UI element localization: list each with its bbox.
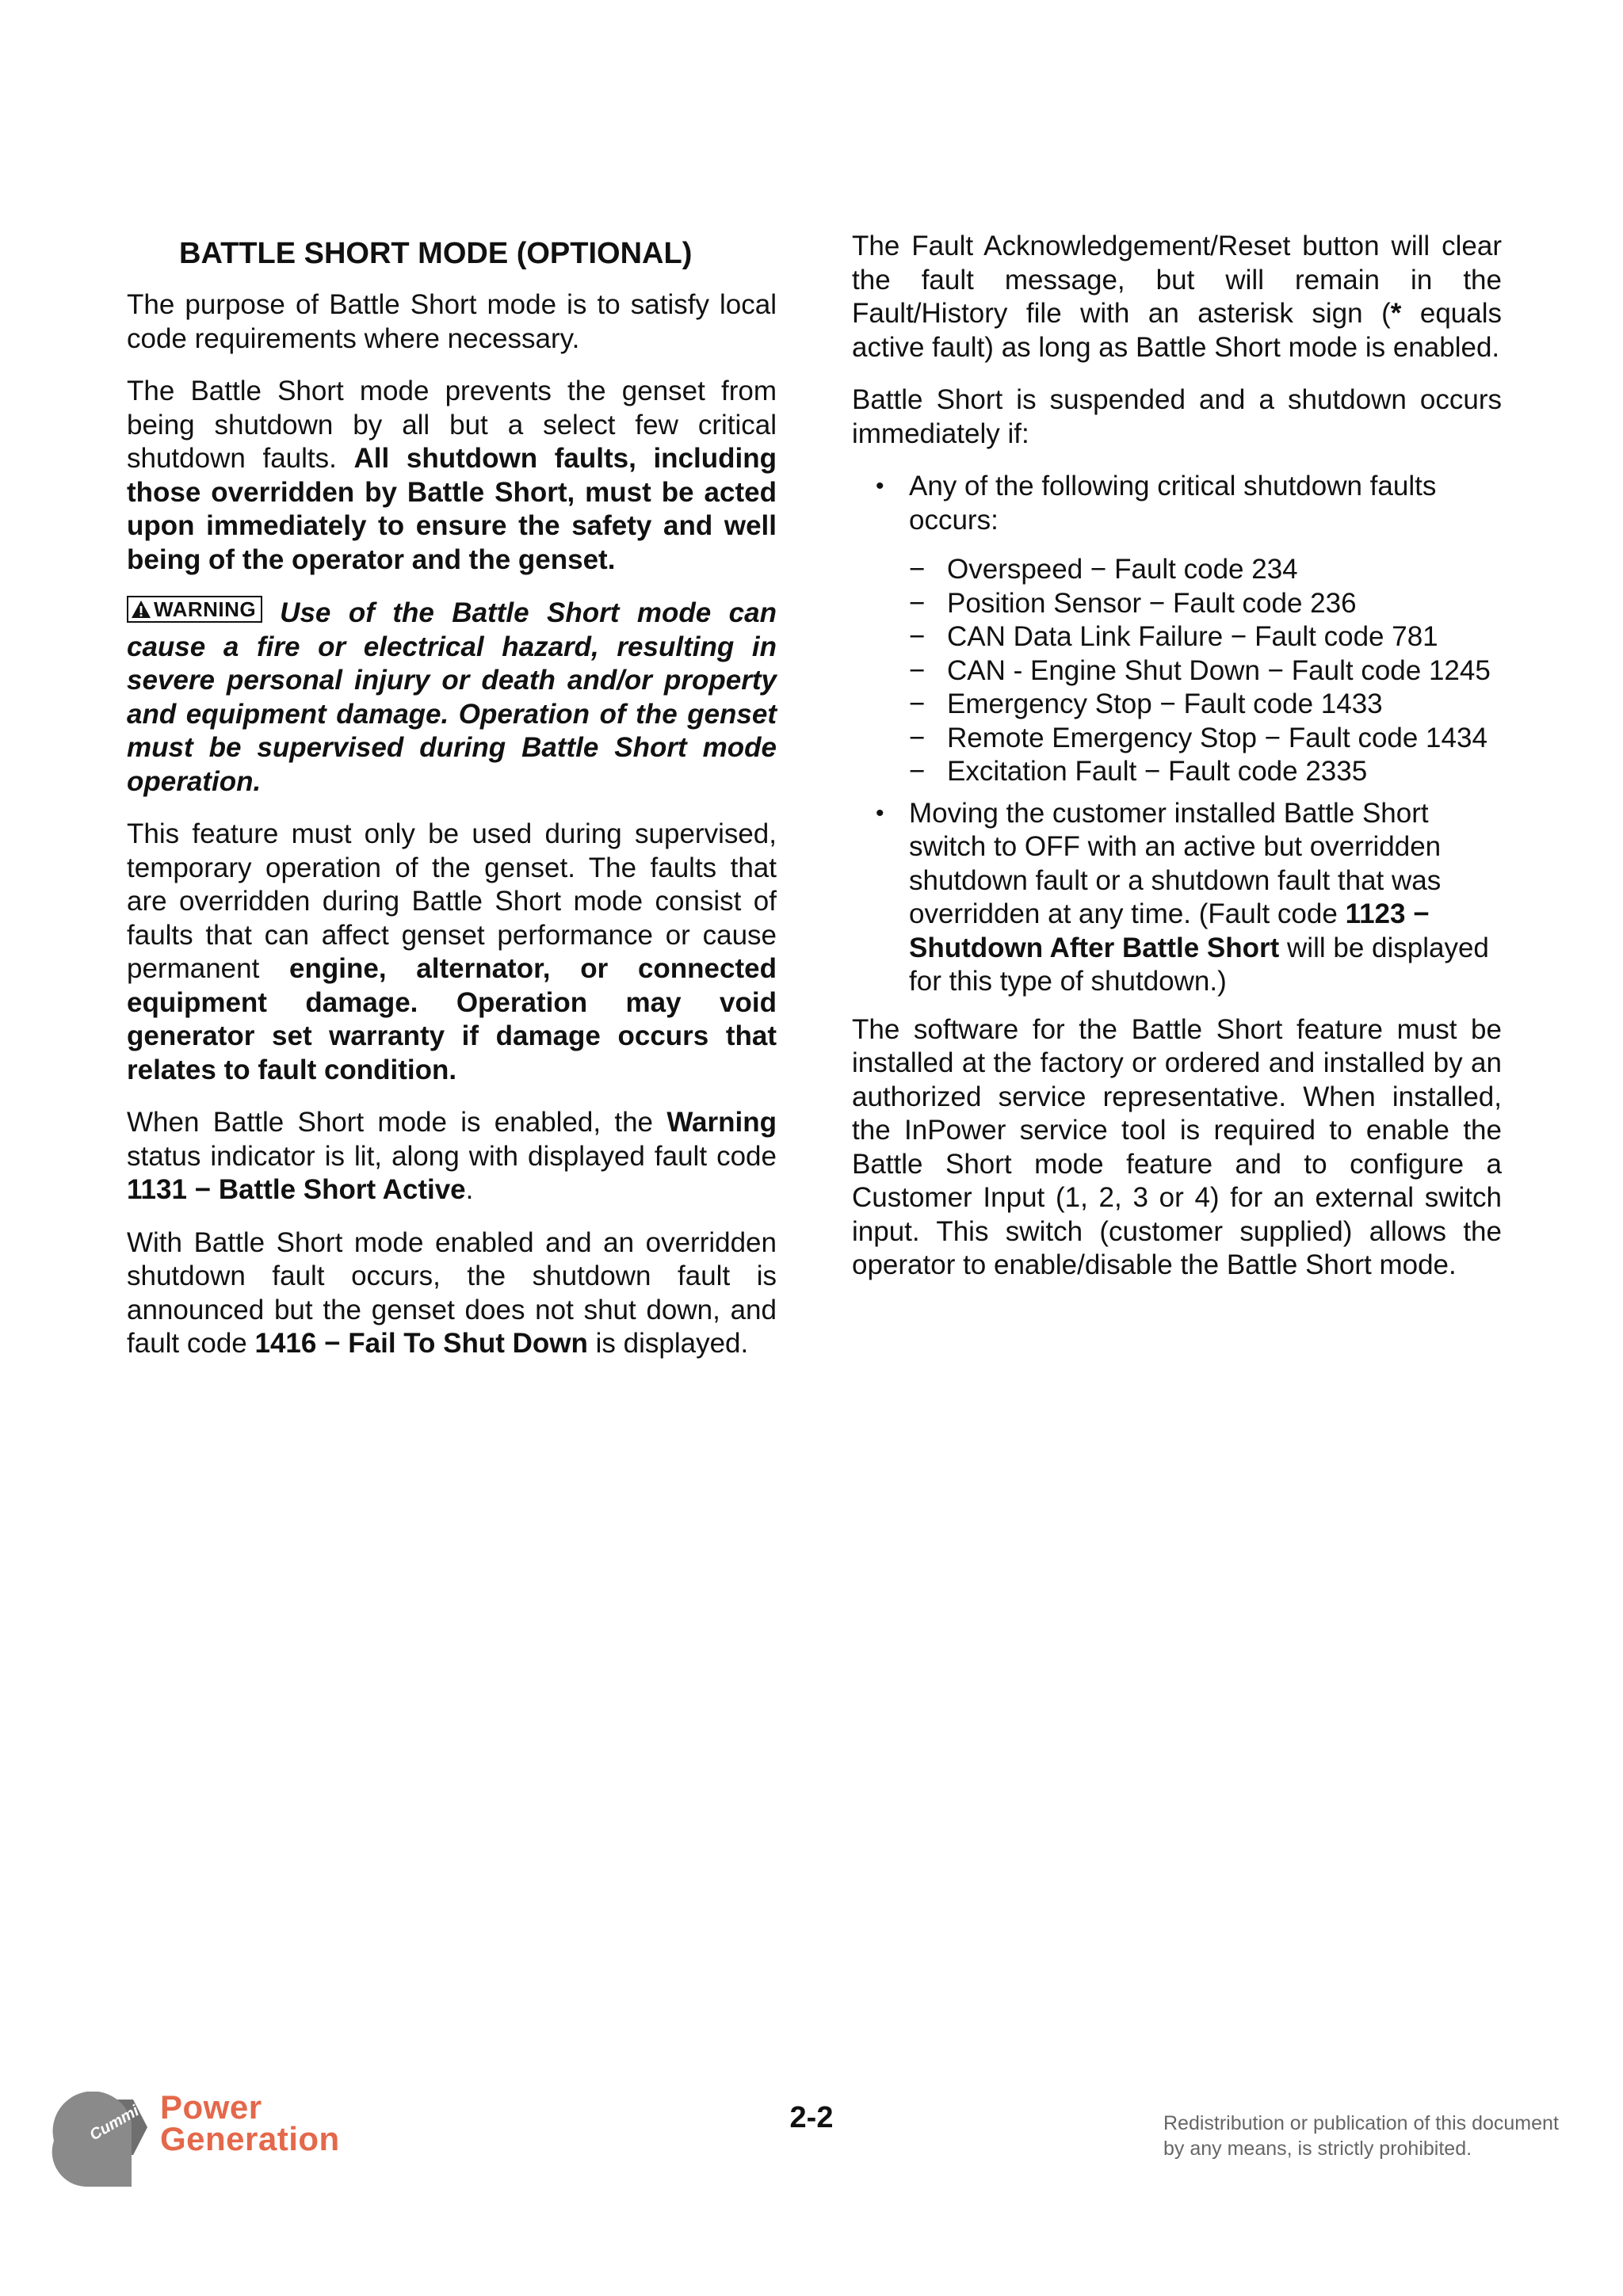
paragraph-enabled-text-2: status indicator is lit, along with displayed fault code	[127, 1140, 777, 1172]
warning-label-box	[127, 596, 262, 623]
logo-wordmark: Cummins	[86, 2092, 158, 2145]
paragraph-prevents	[127, 375, 777, 577]
page-number: 2-2	[789, 2101, 834, 2134]
fault-item: − CAN - Engine Shut Down − Fault code 1245	[909, 654, 1502, 688]
fault-code-1131: 1131 − Battle Short Active	[127, 1174, 466, 1205]
paragraph-purpose	[127, 288, 777, 356]
warning-paragraph	[127, 596, 777, 799]
bullet-icon: •	[876, 799, 884, 826]
paragraph-reset	[852, 230, 1502, 364]
asterisk-symbol: *	[1390, 298, 1402, 329]
warning-indicator-term: Warning	[666, 1107, 777, 1138]
fault-item: − CAN Data Link Failure − Fault code 781	[909, 620, 1502, 654]
fault-item: − Position Sensor − Fault code 236	[909, 587, 1502, 621]
paragraph-suspended-text: Battle Short is suspended and a shutdown occurs immediately if:	[852, 384, 1502, 449]
fault-item: − Excitation Fault − Fault code 2335	[909, 755, 1502, 789]
right-column	[852, 230, 1502, 1302]
left-column	[127, 230, 777, 1380]
warning-triangle-icon	[130, 599, 152, 620]
paragraph-feature	[127, 818, 777, 1087]
bullet-text-2: will be displayed for this type of shutdown.)	[909, 932, 1489, 997]
fault-item: − Overspeed − Fault code 234	[909, 553, 1502, 587]
warning-label: WARNING	[154, 597, 257, 621]
fault-code-1416: 1416 − Fail To Shut Down	[254, 1328, 588, 1359]
fault-item: − Remote Emergency Stop − Fault code 1434	[909, 722, 1502, 756]
bullet-text-1: Moving the customer installed Battle Short switch to OFF with an active but overridden shutdown fault or a shutdown fault that was overridden at any time. (Fault code	[909, 797, 1442, 929]
warning-text: Use of the Battle Short mode can cause a fire or electrical hazard, resulting in severe personal injury or death and/or property and equipment damage. Operation of the genset must be supervised during Battle Short mode operation.	[127, 597, 777, 797]
fault-item: − Emergency Stop − Fault code 1433	[909, 688, 1502, 722]
paragraph-suspended	[852, 383, 1502, 451]
paragraph-overridden-text-2: is displayed.	[587, 1328, 749, 1359]
paragraph-software	[852, 1013, 1502, 1283]
redistribution-notice	[1163, 2111, 1607, 2161]
section-heading: BATTLE SHORT MODE (OPTIONAL)	[179, 237, 693, 270]
paragraph-enabled	[127, 1106, 777, 1207]
paragraph-reset-text-1: The Fault Acknowledgement/Reset button will clear the fault message, but will remain in the Fault/History file with an asterisk sign (	[852, 231, 1502, 329]
paragraph-enabled-text-1: When Battle Short mode is enabled, the	[127, 1107, 667, 1138]
paragraph-prevents-text: The Battle Short mode prevents the genset from being shutdown by all but a select few critical shutdown faults.	[127, 376, 777, 474]
notice-line-1: Redistribution or publication of this document	[1163, 2112, 1559, 2134]
paragraph-software-text: The software for the Battle Short feature must be installed at the factory or ordered and installed by an authorized service representative. When installed, the InPower service tool is required to enable the Battle Short mode feature and to configure a Customer Input (1, 2, 3 or 4) for an external switch input. This switch (customer supplied) allows the operator to enable/disable the Battle Short mode.	[852, 1013, 1502, 1280]
bullet-text: Any of the following critical shutdown faults occurs:	[909, 471, 1437, 536]
paragraph-feature-text: This feature must only be used during supervised, temporary operation of the genset. The faults that are overridden during Battle Short mode consist of faults that can affect genset performance or cause permanent	[127, 818, 777, 984]
paragraph-purpose-text: The purpose of Battle Short mode is to satisfy local code requirements where necessary.	[127, 289, 777, 354]
fault-list	[909, 553, 1502, 789]
power-generation-logo-text	[160, 2088, 340, 2157]
logo-line-2: Generation	[160, 2120, 340, 2157]
bullet-list	[852, 470, 1502, 999]
paragraph-overridden	[127, 1226, 777, 1361]
fault-code-1123: 1123 − Shutdown After Battle Short	[909, 898, 1430, 963]
notice-line-2: by any means, is strictly prohibited.	[1163, 2138, 1472, 2160]
paragraph-reset-text-2: equals active fault) as long as Battle Short mode is enabled.	[852, 298, 1502, 363]
paragraph-feature-bold: engine, alternator, or connected equipment damage. Operation may void generator set warranty if damage occurs that relates to fault condition.	[127, 953, 777, 1085]
bullet-icon: •	[876, 473, 884, 499]
paragraph-enabled-text-3: .	[465, 1174, 474, 1205]
bullet-item-switch-off	[852, 797, 1502, 999]
paragraph-overridden-text-1: With Battle Short mode enabled and an overridden shutdown fault occurs, the shutdown fault is announced but the genset does not shut down, and fault code	[127, 1226, 777, 1359]
bullet-item-critical-faults	[852, 470, 1502, 789]
logo-line-1: Power	[160, 2088, 262, 2126]
paragraph-prevents-bold: All shutdown faults, including those overridden by Battle Short, must be acted upon immediately to ensure the safety and well being of the operator and the genset.	[127, 443, 777, 575]
